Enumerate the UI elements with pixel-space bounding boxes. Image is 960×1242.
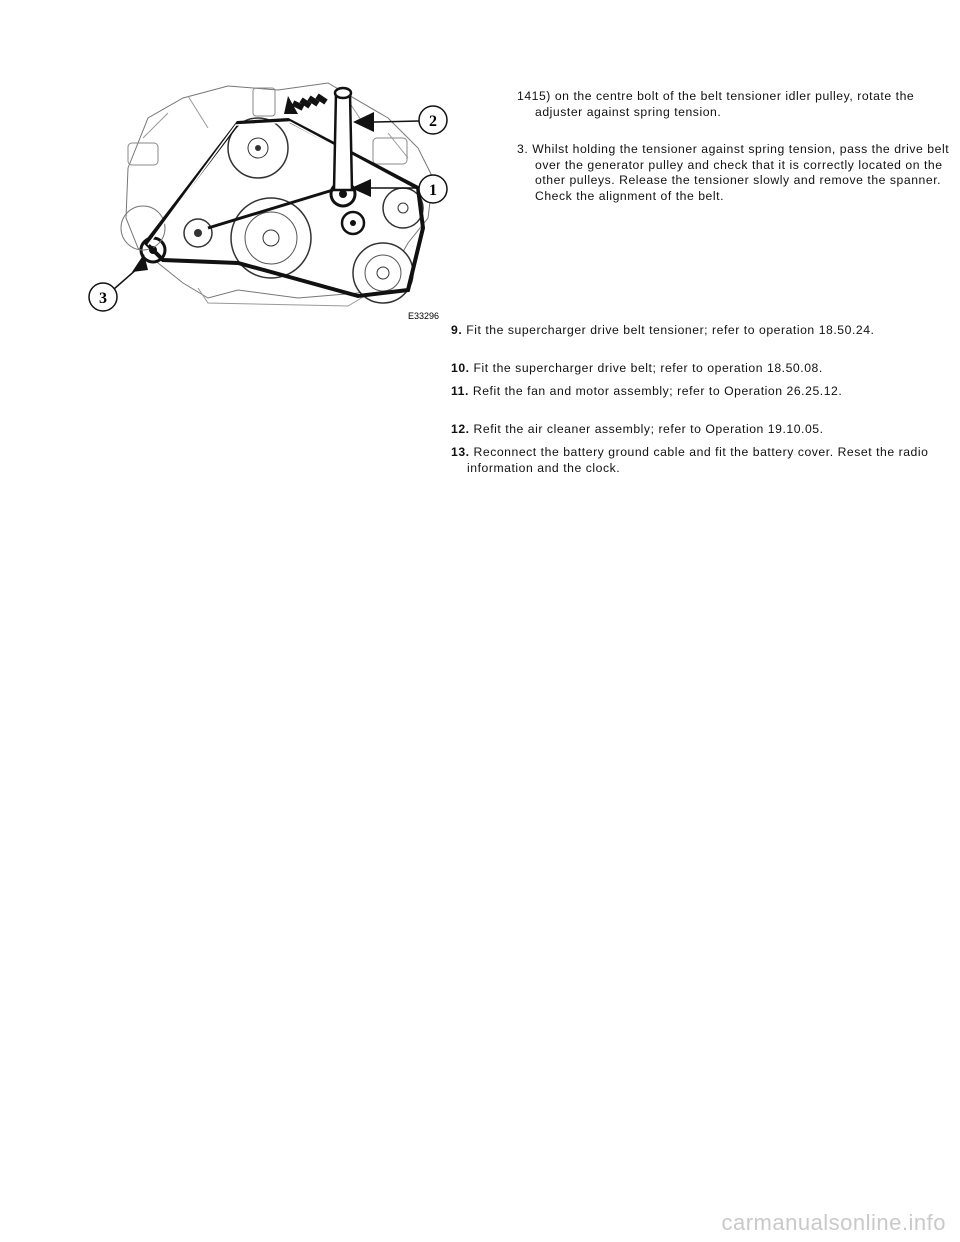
callout-1 xyxy=(419,175,447,203)
engine-belt-figure xyxy=(88,78,458,323)
figure-id: E33296 xyxy=(408,311,440,321)
callout-2 xyxy=(419,106,447,134)
step-number: 9. xyxy=(451,323,463,337)
svg-text:2: 2 xyxy=(429,113,437,130)
engine-belt-diagram xyxy=(88,78,458,323)
step-number: 10. xyxy=(451,361,470,375)
callout-3 xyxy=(89,283,117,311)
watermark: carmanualsonline.info xyxy=(721,1210,946,1235)
step-text: Fit the supercharger drive belt tensioner; refer to operation 18.50.24. xyxy=(466,323,875,337)
step-10 xyxy=(451,361,937,377)
step-number: 12. xyxy=(451,422,470,436)
step-number: 11. xyxy=(451,384,469,398)
step-11 xyxy=(451,384,937,400)
step-number: 13. xyxy=(451,445,470,459)
spanner-tool xyxy=(334,93,352,190)
callout-arrow-2 xyxy=(353,112,374,132)
step-9 xyxy=(451,323,937,339)
step-text: Reconnect the battery ground cable and fit the battery cover. Reset the radio information and the clock. xyxy=(467,445,929,475)
step-text: Refit the fan and motor assembly; refer to Operation 26.25.12. xyxy=(472,384,843,398)
sub-step-2-continued: 1415) on the centre bolt of the belt tensioner idler pulley, rotate the adjuster against spring tension. xyxy=(517,89,915,119)
step-text: Fit the supercharger drive belt; refer to operation 18.50.08. xyxy=(473,361,823,375)
step-13 xyxy=(451,445,937,476)
svg-text:3: 3 xyxy=(99,290,107,307)
step-text: Refit the air cleaner assembly; refer to Operation 19.10.05. xyxy=(473,422,824,436)
rotation-arrow xyxy=(293,96,326,108)
svg-text:1: 1 xyxy=(429,182,437,199)
step-12 xyxy=(451,422,937,438)
sub-step-3: 3. Whilst holding the tensioner against spring tension, pass the drive belt over the generator pulley and check that it is correctly located on the other pulleys. Release the tensioner slowly and remove the spanner. Check the alignment of the belt. xyxy=(517,142,950,203)
